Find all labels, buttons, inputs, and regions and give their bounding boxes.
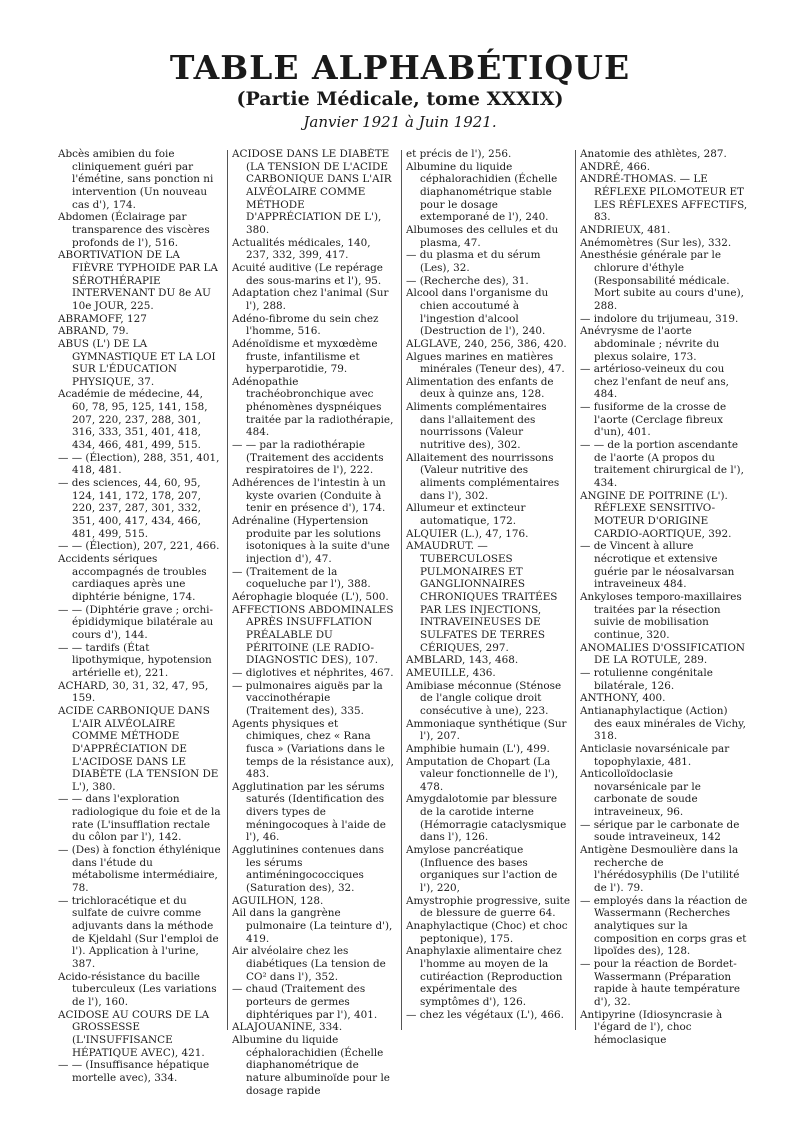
index-entry: — du plasma et du sérum (Les), 32. <box>406 249 541 274</box>
index-entry: — — par la radiothérapie (Traitement des accidents respiratoires de l'), 222. <box>232 439 384 477</box>
index-entry: — — de la portion ascendante de l'aorte (A propos du traitement chirurgical de l'), 434. <box>580 439 744 490</box>
index-entry: — pulmonaires aiguës par la vaccinothérapie (Traitement des), 335. <box>232 679 383 717</box>
index-entry: Albumoses des cellules et du plasma, 47. <box>406 223 559 249</box>
index-entry: Ammoniaque synthétique (Sur l'), 207. <box>406 717 567 743</box>
index-entry: Abcès amibien du foie cliniquement guéri par l'émétine, sans ponction ni intervention (Un nouveau cas d'), 174. <box>58 148 214 211</box>
index-entry: Anticlasie novarsénicale par topophylaxie, 481. <box>580 742 730 768</box>
index-entry: Alcool dans l'organisme du chien accoutumé à l'ingestion d'alcool (Destruction de l'), 240. <box>406 287 549 338</box>
index-entry: — — (Élection), 288, 351, 401, 418, 481. <box>58 451 220 477</box>
index-entry: Agents physiques et chimiques, chez « Rana fusca » (Variations dans le temps de la résistance aux), 483. <box>232 717 394 781</box>
index-entry: Amystrophie progressive, suite de blessure de guerre 64. <box>406 894 570 920</box>
index-entry: — indolore du trijumeau, 319. <box>580 312 739 325</box>
index-entry: — — dans l'exploration radiologique du foie et de la rate (L'insufflation rectale du côlon par l'), 142. <box>58 793 221 844</box>
index-column-3 <box>406 148 570 1138</box>
index-entry: — fusiforme de la crosse de l'aorte (Cerclage fibreux d'un), 401. <box>580 401 727 439</box>
index-entry: ALGLAVE, 240, 256, 386, 420. <box>406 337 567 350</box>
date-range: Janvier 1921 à Juin 1921. <box>303 113 497 131</box>
index-entry: — chez les végétaux (L'), 466. <box>406 1008 564 1021</box>
index-entry: — (Traitement de la coqueluche par l'), 388. <box>232 565 371 591</box>
index-entry: — artérioso-veineux du cou chez l'enfant de neuf ans, 484. <box>580 363 729 401</box>
index-entry: ANDRÉ-THOMAS. — LE RÉFLEXE PILOMOTEUR ET LES RÉFLEXES AFFECTIFS, 83. <box>580 173 748 224</box>
index-entry: — diglotives et néphrites, 467. <box>232 666 394 679</box>
index-entry: ACIDE CARBONIQUE DANS L'AIR ALVÉOLAIRE COMME MÉTHODE D'APPRÉCIATION DE L'ACIDOSE DANS LE DIABÈTE (LA TENSION DE L'), 380. <box>58 704 219 793</box>
index-entry: Antianaphylactique (Action) des eaux minérales de Vichy, 318. <box>580 704 746 743</box>
index-entry: Antipyrine (Idiosyncrasie à l'égard de l'), choc hémoclasique <box>580 1008 723 1046</box>
index-entry: — — (Élection), 207, 221, 466. <box>58 540 220 553</box>
index-column-1 <box>58 148 222 1138</box>
index-entry: Amphibie humain (L'), 499. <box>406 742 550 755</box>
index-entry: ACIDOSE DANS LE DIABÈTE (LA TENSION DE L'ACIDE CARBONIQUE DANS L'AIR ALVÉOLAIRE COMME MÉTHODE D'APPRÉCIATION DE L'), 380. <box>232 148 392 236</box>
index-entry: Anatomie des athlètes, 287. <box>580 148 727 160</box>
index-entry: Anémomètres (Sur les), 332. <box>580 236 732 249</box>
index-entry: Acido-résistance du bacille tuberculeux (Les variations de l'), 160. <box>58 970 217 1008</box>
index-entry: Adaptation chez l'animal (Sur l'), 288. <box>232 287 389 312</box>
index-entry: Anévrysme de l'aorte abdominale ; névrite du plexus solaire, 173. <box>580 325 720 363</box>
index-entry: Acuité auditive (Le repérage des sous-marins et l'), 95. <box>232 261 383 287</box>
index-entry: Amylose pancréatique (Influence des bases organiques sur l'action de l'), 220, <box>406 844 558 895</box>
index-entry: ANGINE DE POITRINE (L'). RÉFLEXE SENSITIVO-MOTEUR D'ORIGINE CARDIO-AORTIQUE, 392. <box>580 489 732 540</box>
index-entry: ABORTIVATION DE LA FIÈVRE TYPHOIDE PAR LA SÉROTHÉRAPIE INTERVENANT DU 8e AU 10e JOUR, 225. <box>58 249 218 312</box>
index-entry: AFFECTIONS ABDOMINALES APRÈS INSUFFLATION PRÉALABLE DU PÉRITOINE (LE RADIO-DIAGNOSTIC DES), 107. <box>232 603 394 667</box>
index-entry: AMEUILLE, 436. <box>406 666 496 679</box>
index-entry: Agglutination par les sérums saturés (Identification des divers types de méningocoques à l'aide de l'), 46. <box>232 780 386 844</box>
index-entry: AGUILHON, 128. <box>232 894 324 907</box>
index-entry: ANTHONY, 400. <box>580 692 666 705</box>
index-entry: — (Recherche des), 31. <box>406 274 529 287</box>
index-entry: Adrénaline (Hypertension produite par les solutions isotoniques à la suite d'une injection d'), 47. <box>232 515 390 565</box>
index-entry: Ankyloses temporo-maxillaires traitées par la résection suivie de mobilisation continue, 320. <box>580 590 742 641</box>
index-entry: Algues marines en matières minérales (Teneur des), 47. <box>406 350 565 376</box>
index-entry: ANDRIEUX, 481. <box>580 223 671 236</box>
index-entry: Aérophagie bloquée (L'), 500. <box>232 590 389 603</box>
index-entry: Air alvéolaire chez les diabétiques (La tension de CO² dans l'), 352. <box>232 945 386 983</box>
index-entry: Anaphylaxie alimentaire chez l'homme au moyen de la cutiréaction (Reproduction expérimentale des symptômes d'), 126. <box>406 945 563 1008</box>
index-entry: et précis de l'), 256. <box>406 148 512 160</box>
index-entry: — — (Insuffisance hépatique mortelle avec), 334. <box>58 1059 210 1084</box>
index-entry: Allaitement des nourrissons (Valeur nutritive des aliments complémentaires dans l'), 302. <box>406 451 560 502</box>
page-title: TABLE ALPHABÉTIQUE <box>169 48 631 87</box>
index-entry: ALAJOUANINE, 334. <box>232 1021 343 1034</box>
index-entry: Albumine du liquide céphalorachidien (Échelle diaphanométrique stable pour le dosage extemporané de l'), 240. <box>406 160 558 224</box>
index-entry: — rotulienne congénitale bilatérale, 126. <box>580 666 713 692</box>
index-entry: Académie de médecine, 44, 60, 78, 95, 125, 141, 158, 207, 220, 237, 288, 301, 316, 333, 351, 401, 418, 434, 466, 481, 499, 515. <box>58 388 208 452</box>
index-entry: Agglutinines contenues dans les sérums antiméningococciques (Saturation des), 32. <box>232 844 384 895</box>
index-entry: — de Vincent à allure nécrotique et extensive guérie par le néosalvarsan intraveineux 484. <box>580 540 735 591</box>
index-column-4 <box>580 148 748 1138</box>
column-divider <box>227 150 228 1030</box>
index-entry: — pour la réaction de Bordet-Wassermann (Préparation rapide à haute température d'), 32. <box>580 958 741 1008</box>
index-entry: — trichloracétique et du sulfate de cuivre comme adjuvants dans la méthode de Kjeldahl (Sur l'emploi de l'). Application à l'urine, 387. <box>58 894 219 970</box>
index-entry: Albumine du liquide céphalorachidien (Échelle diaphanométrique de nature albuminoïde pour le dosage rapide <box>232 1033 390 1097</box>
index-entry: Allumeur et extincteur automatique, 172. <box>406 502 526 528</box>
index-entry: Alimentation des enfants de deux à quinze ans, 128. <box>406 375 554 401</box>
column-divider <box>401 150 402 1030</box>
index-entry: ABUS (L') DE LA GYMNASTIQUE ET LA LOI SUR L'ÉDUCATION PHYSIQUE, 37. <box>58 337 216 388</box>
index-entry: ACIDOSE AU COURS DE LA GROSSESSE (L'INSUFFISANCE HÉPATIQUE AVEC), 421. <box>58 1008 210 1059</box>
index-entry: Anticolloïdoclasie novarsénicale par le carbonate de soude intraveineux, 96. <box>580 768 701 819</box>
index-entry: Amibiase méconnue (Sténose de l'angle colique droit consécutive à une), 223. <box>406 679 562 717</box>
index-entry: ABRAND, 79. <box>58 325 129 338</box>
index-entry: Abdomen (Éclairage par transparence des viscères profonds de l'), 516. <box>58 211 210 249</box>
index-entry: Ail dans la gangrène pulmonaire (La teinture d'), 419. <box>232 907 393 945</box>
index-entry: Adénopathie trachéobronchique avec phénomènes dyspnéiques traitée par la radiothérapie, 484. <box>232 375 394 439</box>
index-entry: ALQUIER (L.), 47, 176. <box>406 527 529 540</box>
index-entry: — employés dans la réaction de Wassermann (Recherches analytiques sur la composition en corps gras et lipoïdes des), 128. <box>580 894 748 958</box>
index-entry: Aliments complémentaires dans l'allaitement des nourrissons (Valeur nutritive des), 302. <box>406 401 547 452</box>
index-entry: — — (Diphtérie grave ; orchi-épididymique bilatérale au cours d'), 144. <box>58 603 214 641</box>
index-entry: Adhérences de l'intestin à un kyste ovarien (Conduite à tenir en présence d'), 174. <box>232 477 386 515</box>
index-entry: Amygdalotomie par blessure de la carotide interne (Hémorragie cataclysmique dans l'), 126. <box>406 793 567 844</box>
index-entry: Antigène Desmoulière dans la recherche de l'hérédosyphilis (De l'utilité de l'). 79. <box>580 844 740 895</box>
index-entry: Anaphylactique (Choc) et choc peptonique), 175. <box>406 920 568 945</box>
index-entry: ABRAMOFF, 127 <box>58 312 147 325</box>
index-entry: — (Des) à fonction éthylénique dans l'étude du métabolisme intermédiaire, 78. <box>58 844 221 895</box>
index-entry: ANOMALIES D'OSSIFICATION DE LA ROTULE, 289. <box>580 641 745 667</box>
index-entry: Accidents sériques accompagnés de troubles cardiaques après une diphtérie bénigne, 174. <box>58 553 207 603</box>
index-entry: Adéno-fibrome du sein chez l'homme, 516. <box>232 312 379 338</box>
index-entry: Amputation de Chopart (La valeur fonctionnelle de l'), 478. <box>406 755 559 793</box>
index-entry: — des sciences, 44, 60, 95, 124, 141, 172, 178, 207, 220, 237, 287, 301, 332, 351, 400, 417, 434, 466, 481, 499, 515. <box>58 477 201 540</box>
index-entry: AMBLARD, 143, 468. <box>406 654 519 667</box>
index-entry: ACHARD, 30, 31, 32, 47, 95, 159. <box>58 679 209 705</box>
index-entry: Anesthésie générale par le chlorure d'éthyle (Responsabilité médicale. Mort subite au cours d'une), 288. <box>580 249 744 312</box>
index-entry: ANDRÉ, 466. <box>580 160 651 173</box>
page-subtitle: (Partie Médicale, tome XXXIX) <box>236 88 564 110</box>
index-entry: — — tardifs (État lipothymique, hypotension artérielle et), 221. <box>58 641 212 679</box>
index-entry: — chaud (Traitement des porteurs de germes diphtériques par l'), 401. <box>232 983 378 1021</box>
index-entry: — sérique par le carbonate de soude intraveineux, 142 <box>580 818 740 844</box>
index-entry: Actualités médicales, 140, 237, 332, 399, 417. <box>232 236 371 262</box>
index-entry: Adénoïdisme et myxœdème fruste, infantilisme et hyperparotidie, 79. <box>232 337 378 376</box>
column-divider <box>575 150 576 1030</box>
index-column-2 <box>232 148 396 1138</box>
index-entry: AMAUDRUT. — TUBERCULOSES PULMONAIRES ET GANGLIONNAIRES CHRONIQUES TRAITÉES PAR LES INJECTIONS, INTRAVEINEUSES DE SULFATES DE TERRES CÉRIQUES, 297. <box>406 540 558 654</box>
